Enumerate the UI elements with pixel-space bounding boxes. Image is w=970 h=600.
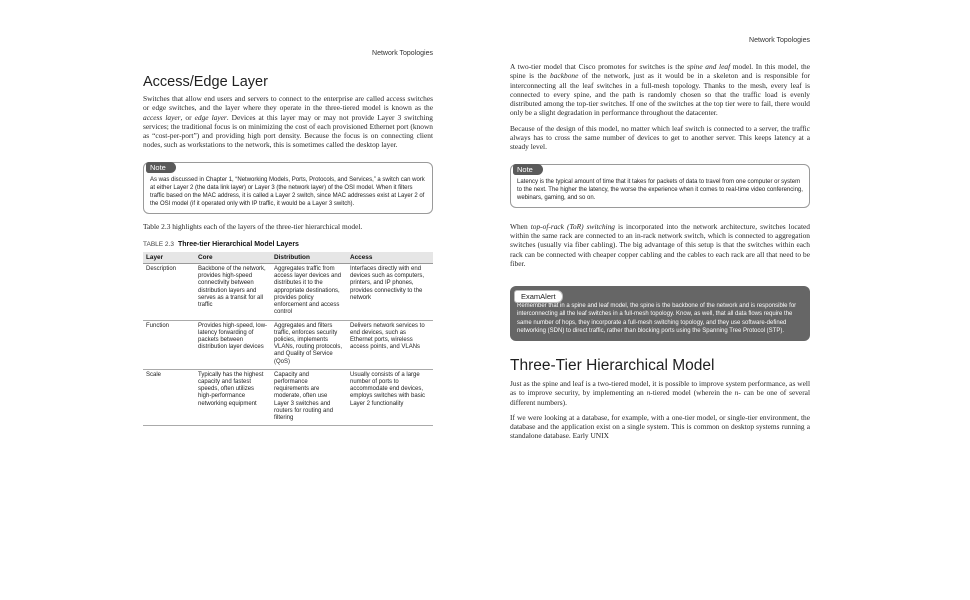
examalert-box <box>510 286 810 341</box>
table-number: TABLE 2.3 <box>143 241 174 249</box>
note-text: As was discussed in Chapter 1, “Networking Models, Ports, Protocols, and Services,” a switch can work at either Layer 2 (the data link layer) or Layer 3 (the network layer) of the OSI model. When it filters traffic based on the MAC address, it is called a Layer 2 switch, since MAC addresses exist at Layer 2 of the OSI model (if it operated only with IP traffic, it would be a Layer 3 switch). <box>150 176 425 207</box>
right-page <box>485 0 970 600</box>
table-cell: Interfaces directly with end devices such as computers, printers, and IP phones, provides connectivity to the network <box>347 264 433 320</box>
examalert-label: ExamAlert <box>514 290 563 303</box>
running-head: Network Topologies <box>372 50 433 57</box>
table-header-row <box>143 252 433 264</box>
table-cell: Capacity and performance requirements are moderate, often use Layer 3 switches and routers for routing and filtering <box>271 369 347 425</box>
paragraph-n-tier: Just as the spine and leaf is a two-tiered model, it is possible to improve system performance, as well as to improve security, by implementing an n-tiered model (wherein the n- can be one of several different numbers). <box>510 378 810 407</box>
paragraph-database-example: If we were looking at a database, for example, with a one-tier model, or single-tier environment, the database and the application exist on a single system. This is common on desktop systems running a standalone database. Early UNIX <box>510 412 810 441</box>
table-title: Three-tier Hierarchical Model Layers <box>177 241 299 249</box>
table-header-cell: Access <box>347 252 433 264</box>
note-text: Latency is the typical amount of time that it takes for packets of data to travel from one computer or system to the next. The higher the latency, the worse the experience when it comes to real-time video conferencing, webinars, gaming, and so on. <box>517 178 803 201</box>
three-tier-table <box>143 252 433 426</box>
left-column <box>143 74 433 426</box>
note-label: Note <box>146 162 176 173</box>
table-row <box>143 264 433 320</box>
table-header-cell: Layer <box>143 252 195 264</box>
table-caption <box>143 241 433 248</box>
note-box <box>143 162 433 214</box>
section-heading-access-edge: Access/Edge Layer <box>143 74 268 90</box>
right-column <box>510 62 810 447</box>
table-cell: Provides high-speed, low-latency forwarding of packets between distribution layer devices <box>195 320 271 369</box>
table-cell: Function <box>143 320 195 369</box>
table-cell: Delivers network services to end devices, such as Ethernet ports, wireless access points, and VLANs <box>347 320 433 369</box>
paragraph-access-layer: Switches that allow end users and servers to connect to the enterprise are called access switches or edge switches, and the layer where they operate in the three-tiered model is known as the access layer, or edge layer. Devices at this layer may or may not provide Layer 3 switching services; the traditional focus is on minimizing the cost of each provisioned Ethernet port (known as “cost-per-port”) and providing high port density. Because the focus is on connecting client nodes, such as workstations to the network, this is sometimes called the desktop layer. <box>143 94 434 150</box>
table-row <box>143 320 433 369</box>
table-cell: Usually consists of a large number of ports to accommodate end devices, employs switches with basic Layer 2 functionality <box>347 369 433 425</box>
note-box <box>510 164 810 208</box>
table-row <box>143 369 433 425</box>
paragraph-spine-leaf: A two-tier model that Cisco promotes for switches is the spine and leaf model. In this model, the spine is the backbone of the network, just as it would be in a skeleton and is responsible for interconnecting all the leaf switches in a full-mesh topology. Thanks to the mesh, every leaf is connected to every spine, and the path is randomly chosen so that the traffic load is evenly distributed among the top-tier switches. If one of the switches at the top tier were to fail, there would only be a slight degradation in performance throughout the datacenter. <box>510 62 810 118</box>
table-cell: Typically has the highest capacity and fastest speeds, often utilizes high-performance networking equipment <box>195 369 271 425</box>
table-cell: Aggregates and filters traffic, enforces security policies, implements VLANs, routing protocols, and Quality of Service (QoS) <box>271 320 347 369</box>
table-header-cell: Distribution <box>271 252 347 264</box>
paragraph-tor-switching: When top-of-rack (ToR) switching is incorporated into the network architecture, switches located within the same rack are connected to an in-rack network switch, which is connected to aggregation switches (usually via fiber cabling). The big advantage of this setup is that the switches within each rack can be connected with cheaper copper cabling and the cables to each rack are all that need to be fiber. <box>510 221 810 268</box>
table-cell: Backbone of the network, provides high-speed connectivity between distribution layers and serves as a transit for all traffic <box>195 264 271 320</box>
paragraph-latency-design: Because of the design of this model, no matter which leaf switch is connected to a server, the traffic always has to cross the same number of devices to get to another server. This keeps latency at a steady level. <box>510 123 810 152</box>
paragraph-table-intro: Table 2.3 highlights each of the layers of the three-tier hierarchical model. <box>143 221 363 231</box>
table-cell: Description <box>143 264 195 320</box>
table-cell: Aggregates traffic from access layer devices and distributes it to the appropriate destinations, provides policy enforcement and access control <box>271 264 347 320</box>
examalert-text: Remember that in a spine and leaf model, the spine is the backbone of the network and is responsible for interconnecting all the leaf switches in a full-mesh topology. Know, as well, that all data flows require the same number of hops, they incorporate a full-mesh switching topology, and they use software-defined networking (SDN) to direct traffic, rather than blocking ports using the Spanning Tree Protocol (STP). <box>517 303 797 334</box>
running-head: Network Topologies <box>749 37 810 44</box>
note-label: Note <box>513 164 543 175</box>
section-heading-three-tier: Three-Tier Hierarchical Model <box>510 356 715 374</box>
table-header-cell: Core <box>195 252 271 264</box>
table-cell: Scale <box>143 369 195 425</box>
